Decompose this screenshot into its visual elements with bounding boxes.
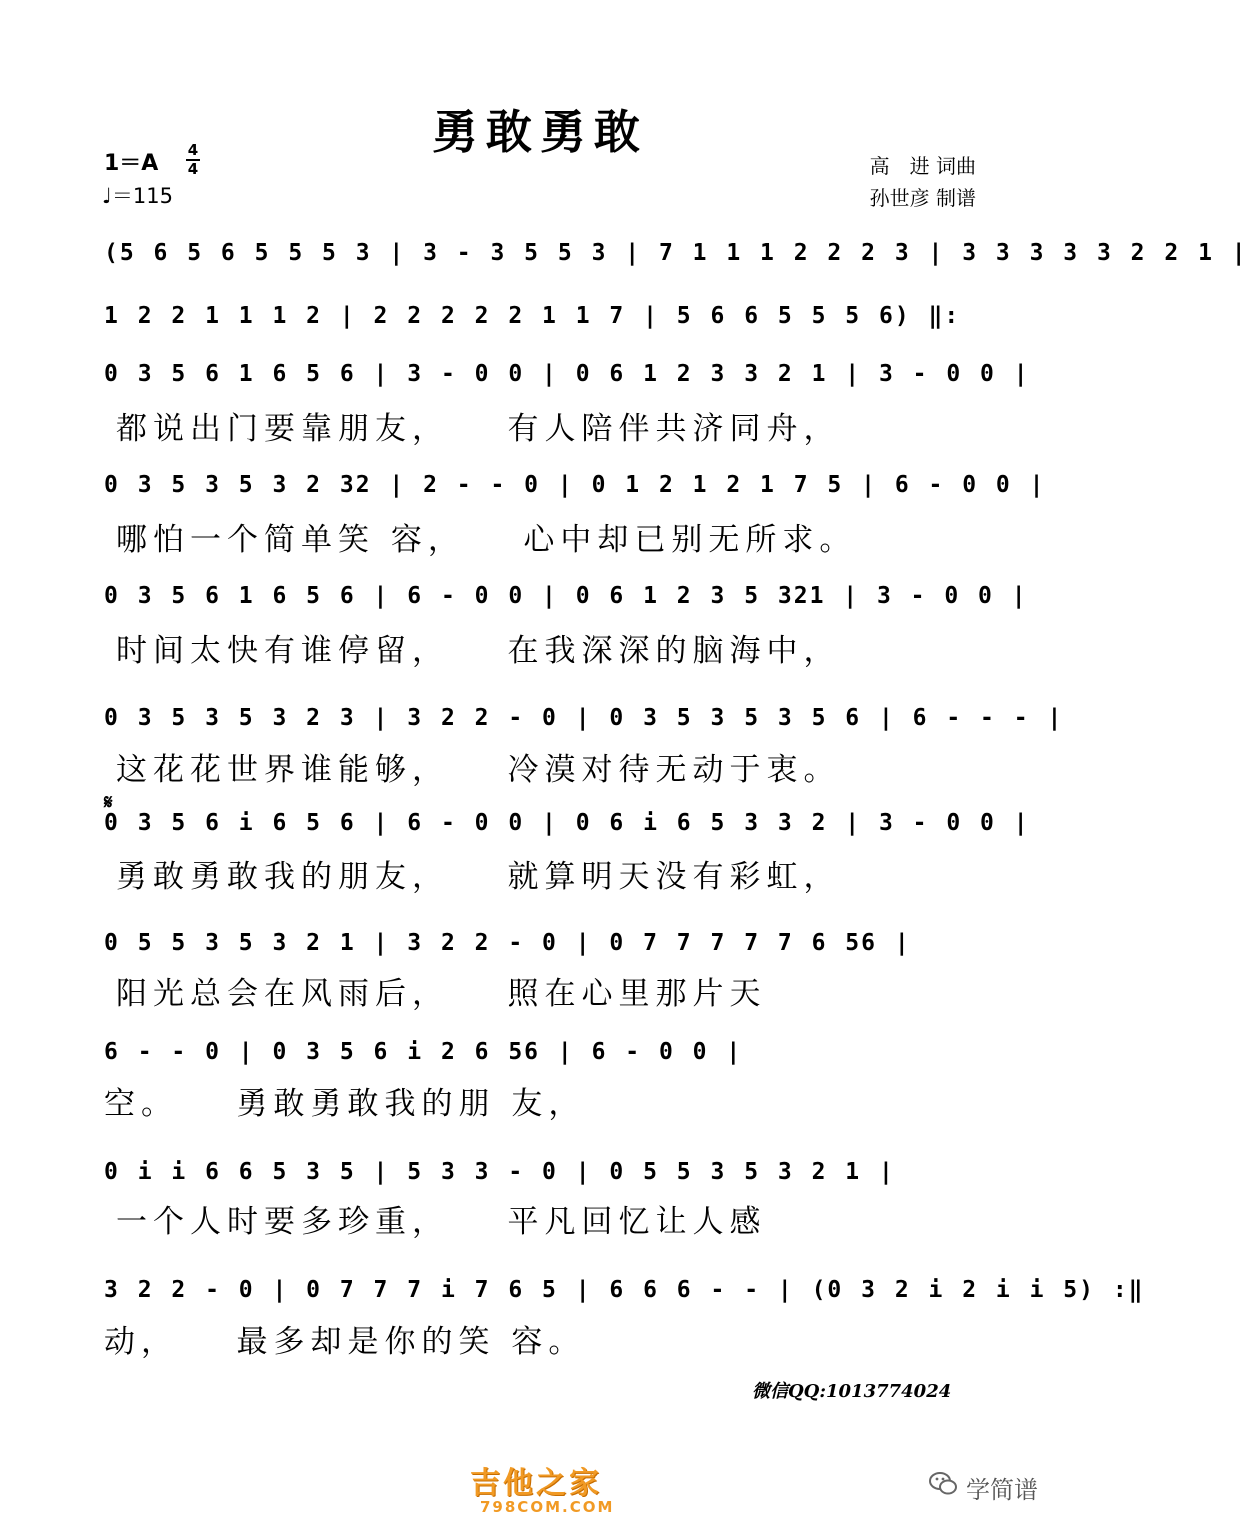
system-4-notes: 0 3 5 3 5 3 2 32 | 2 - - 0 | 0 1 2 1 2 1 7 5 | 6 - 0 0 | bbox=[104, 472, 1046, 498]
site-logo-sub: 798COM.COM bbox=[480, 1498, 615, 1516]
system-2-notes: 1 2 2 1 1 1 2 | 2 2 2 2 2 1 1 7 | 5 6 6 5 5 5 6) ‖: bbox=[104, 303, 961, 329]
credit-engraver: 孙世彦 制谱 bbox=[869, 186, 976, 210]
system-5-lyrics: 时间太快有谁停留， 在我深深的脑海中， bbox=[116, 633, 841, 669]
key-signature: 1＝A bbox=[104, 151, 159, 176]
system-7-notes: 0 3 5 6 i 6 5 6 | 6 - 0 0 | 0 6 i 6 5 3 3 2 | 3 - 0 0 | bbox=[104, 810, 1030, 836]
contact-info: 微信QQ:1013774024 bbox=[752, 1381, 952, 1402]
system-5-notes: 0 3 5 6 1 6 5 6 | 6 - 0 0 | 0 6 1 2 3 5 321 | 3 - 0 0 | bbox=[104, 583, 1028, 609]
song-title: 勇敢勇敢 bbox=[432, 105, 648, 159]
system-7-lyrics: 勇敢勇敢我的朋友， 就算明天没有彩虹， bbox=[116, 859, 841, 895]
tempo-mark: ♩＝115 bbox=[102, 184, 173, 208]
system-11-notes: 3 2 2 - 0 | 0 7 7 7 i 7 6 5 | 6 6 6 - - | (0 3 2 i 2 i i 5) :‖ bbox=[104, 1277, 1145, 1303]
system-10-lyrics: 一个人时要多珍重， 平凡回忆让人感 bbox=[116, 1204, 767, 1240]
system-1-notes: (5 6 5 6 5 5 5 3 | 3 - 3 5 5 3 | 7 1 1 1 2 2 2 3 | 3 3 3 3 3 2 2 1 | bbox=[104, 240, 1248, 266]
watermark-text: 学简谱 bbox=[966, 1476, 1038, 1504]
time-sig-bottom: 4 bbox=[187, 160, 199, 178]
system-4-lyrics: 哪怕一个简单笑 容， 心中却已别无所求。 bbox=[116, 522, 857, 558]
wechat-icon bbox=[928, 1470, 958, 1498]
time-signature bbox=[183, 143, 203, 177]
system-9-notes: 6 - - 0 | 0 3 5 6 i 2 6 56 | 6 - 0 0 | bbox=[104, 1039, 743, 1065]
system-6-lyrics: 这花花世界谁能够， 冷漠对待无动于衷。 bbox=[116, 752, 841, 788]
system-6-notes: 0 3 5 3 5 3 2 3 | 3 2 2 - 0 | 0 3 5 3 5 3 5 6 | 6 - - - | bbox=[104, 705, 1064, 731]
system-10-notes: 0 i i 6 6 5 3 5 | 5 3 3 - 0 | 0 5 5 3 5 3 2 1 | bbox=[104, 1159, 895, 1185]
system-11-lyrics: 动， 最多却是你的笑 容。 bbox=[104, 1324, 586, 1360]
system-9-lyrics: 空。 勇敢勇敢我的朋 友， bbox=[104, 1086, 586, 1122]
system-3-notes: 0 3 5 6 1 6 5 6 | 3 - 0 0 | 0 6 1 2 3 3 2 1 | 3 - 0 0 | bbox=[104, 361, 1030, 387]
site-logo: 吉他之家 bbox=[470, 1466, 602, 1501]
credit-lyricist-composer: 高 进 词曲 bbox=[869, 154, 976, 178]
system-8-lyrics: 阳光总会在风雨后， 照在心里那片天 bbox=[116, 976, 767, 1012]
time-sig-top: 4 bbox=[187, 141, 199, 159]
segno-sign: 𝄋 bbox=[104, 790, 113, 814]
system-3-lyrics: 都说出门要靠朋友， 有人陪伴共济同舟， bbox=[116, 411, 841, 447]
system-8-notes: 0 5 5 3 5 3 2 1 | 3 2 2 - 0 | 0 7 7 7 7 7 6 56 | bbox=[104, 930, 911, 956]
